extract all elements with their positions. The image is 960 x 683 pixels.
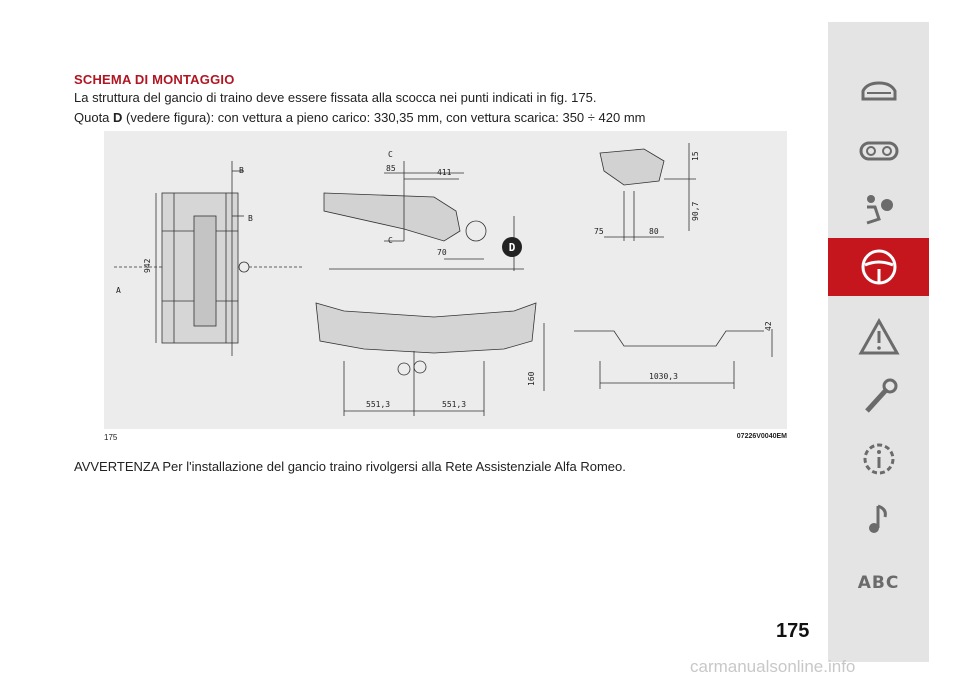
label-a: A: [116, 286, 121, 295]
nav-driving[interactable]: [828, 238, 929, 296]
dim-42: 42: [764, 321, 773, 331]
dim-411: 411: [437, 168, 452, 177]
front-view-drawing: [316, 303, 544, 416]
dim-15: 15: [691, 151, 700, 161]
nav-safety[interactable]: [828, 180, 929, 238]
page-number: 175: [776, 620, 810, 642]
chapter-sidebar: [828, 22, 929, 662]
intro-paragraph: La struttura del gancio di traino deve essere fissata alla scocca nei punti indicati in fig. 175.: [74, 90, 597, 105]
figure-number: 175: [104, 433, 118, 442]
dim-85: 85: [386, 164, 396, 173]
nav-maintenance[interactable]: [828, 368, 929, 426]
detail-view-drawing: [600, 143, 696, 241]
warning-note: AVVERTENZA Per l'installazione del gancio traino rivolgersi alla Rete Assistenziale Alfa Romeo.: [74, 459, 626, 474]
nav-warnings[interactable]: [828, 308, 929, 366]
label-c-top: C: [388, 150, 393, 159]
dim-75: 75: [594, 227, 604, 236]
label-b-top: B: [239, 166, 244, 175]
dim-1030-3: 1030,3: [649, 372, 678, 381]
paragraph-suffix: (vedere figura): con vettura a pieno carico: 330,35 mm, con vettura scarica: 350 ÷ 420 mm: [122, 110, 646, 125]
music-note-icon: [857, 497, 901, 541]
nav-index[interactable]: [828, 554, 929, 612]
dim-551-3-left: 551,3: [366, 400, 391, 409]
top-view-drawing: [114, 161, 304, 356]
info-gear-icon: [857, 437, 901, 481]
nav-multimedia[interactable]: [828, 490, 929, 548]
label-b-mid: B: [248, 214, 253, 223]
section-title: SCHEMA DI MONTAGGIO: [74, 72, 235, 87]
d-label: D: [508, 241, 516, 254]
nav-car[interactable]: [828, 64, 929, 122]
paragraph-d-bold: D: [113, 110, 123, 125]
dashboard-gauges-icon: [857, 129, 901, 173]
dim-70: 70: [437, 248, 447, 257]
nav-dashboard[interactable]: [828, 122, 929, 180]
airbag-passenger-icon: [857, 187, 901, 231]
tow-hook-mounting-diagram: [104, 131, 787, 429]
nav-technical-data[interactable]: [828, 430, 929, 488]
dim-160: 160: [527, 371, 536, 386]
car-icon: [857, 71, 901, 115]
steering-wheel-icon: [857, 245, 901, 289]
side-view-drawing: [324, 161, 524, 271]
dim-551-3-right: 551,3: [442, 400, 467, 409]
label-c-bottom: C: [388, 236, 393, 245]
paragraph-prefix: Quota: [74, 110, 114, 125]
warning-triangle-icon: [857, 315, 901, 359]
dim-80: 80: [649, 227, 659, 236]
abc-icon: ABC: [857, 573, 900, 593]
figure-code: 07226V0040EM: [736, 433, 787, 440]
dim-90-7: 90,7: [691, 201, 700, 221]
dimension-d-paragraph: [74, 110, 645, 125]
wrench-icon: [857, 375, 901, 419]
dim-942: 942: [143, 258, 152, 273]
watermark: carmanualsonline.info: [690, 657, 856, 676]
